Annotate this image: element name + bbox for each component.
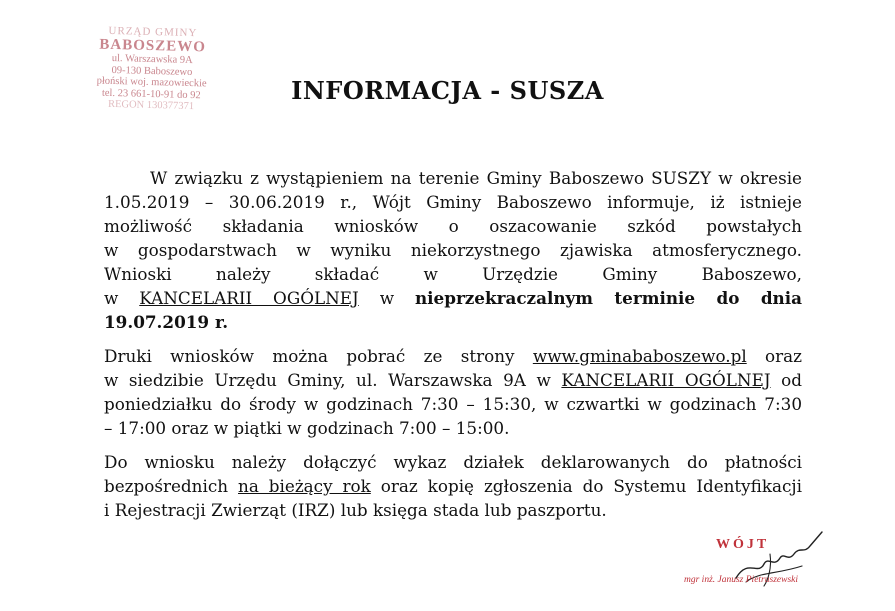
- page-title: INFORMACJA - SUSZA: [291, 76, 604, 105]
- text-line: Wnioski należy składać w Urzędzie Gminy Baboszewo,: [104, 264, 802, 284]
- text-line: w gospodarstwach w wyniku niekorzystnego zjawiska atmosferycznego.: [104, 240, 802, 260]
- text-line: – 17:00 oraz w piątki w godzinach 7:00 – 15:00.: [104, 418, 510, 438]
- text-segment: Druki wniosków można pobrać ze strony: [104, 346, 533, 366]
- signatory-name: mgr inż. Janusz Pietruszewski: [684, 575, 798, 585]
- text-segment: w siedzibie Urzędu Gminy, ul. Warszawska 9A w: [104, 370, 562, 390]
- underlined-text: KANCELARII OGÓLNEJ: [561, 370, 771, 390]
- website-link[interactable]: www.gminababoszewo.pl: [532, 346, 747, 366]
- text-line: W związku z wystąpieniem na terenie Gminy Baboszewo SUSZY w okresie: [150, 168, 802, 188]
- underlined-text: KANCELARII OGÓLNEJ: [139, 288, 359, 308]
- stamp-line: BABOSZEWO: [99, 36, 207, 56]
- stamp-line: ul. Warszawska 9A: [111, 52, 193, 67]
- deadline-text: nieprzekraczalnym terminie do dnia: [414, 288, 802, 308]
- stamp-line: 09-130 Baboszewo: [111, 64, 193, 78]
- text-line: 1.05.2019 – 30.06.2019 r., Wójt Gminy Baboszewo informuje, iż istnieje: [104, 192, 802, 212]
- text-line: [104, 368, 802, 392]
- text-line: możliwość składania wniosków o oszacowanie szkód powstałych: [104, 216, 802, 236]
- stamp-line: URZĄD GMINY: [108, 24, 198, 40]
- text-line: [104, 310, 802, 334]
- text-line: poniedziałku do środy w godzinach 7:30 – 15:30, w czwartki w godzinach 7:30: [104, 394, 802, 414]
- stamp-line: płoński woj. mazowieckie: [96, 75, 207, 90]
- text-segment: bezpośrednich: [104, 476, 239, 496]
- paragraph-2: [104, 344, 802, 440]
- text-line: [104, 344, 802, 368]
- paragraph-3: [104, 450, 802, 522]
- text-segment: w: [358, 288, 415, 308]
- text-line: [104, 286, 802, 310]
- text-segment: od: [770, 370, 802, 390]
- deadline-date: 19.07.2019 r.: [104, 312, 229, 332]
- text-line: [104, 474, 802, 498]
- text-line: i Rejestracji Zwierząt (IRZ) lub księga stada lub paszportu.: [104, 500, 607, 520]
- signature-title: WÓJT: [716, 537, 770, 552]
- paragraph-1: [104, 166, 802, 334]
- stamp-line: REGON 130377371: [107, 98, 195, 113]
- text-segment: oraz kopię zgłoszenia do Systemu Identyfikacji: [370, 476, 802, 496]
- text-segment: w: [104, 288, 140, 308]
- document-body: [104, 166, 802, 522]
- stamp-line: tel. 23 661-10-91 do 92: [101, 87, 201, 101]
- text-segment: oraz: [746, 346, 802, 366]
- underlined-text: na bieżący rok: [238, 476, 371, 496]
- text-line: Do wniosku należy dołączyć wykaz działek deklarowanych do płatności: [104, 452, 802, 472]
